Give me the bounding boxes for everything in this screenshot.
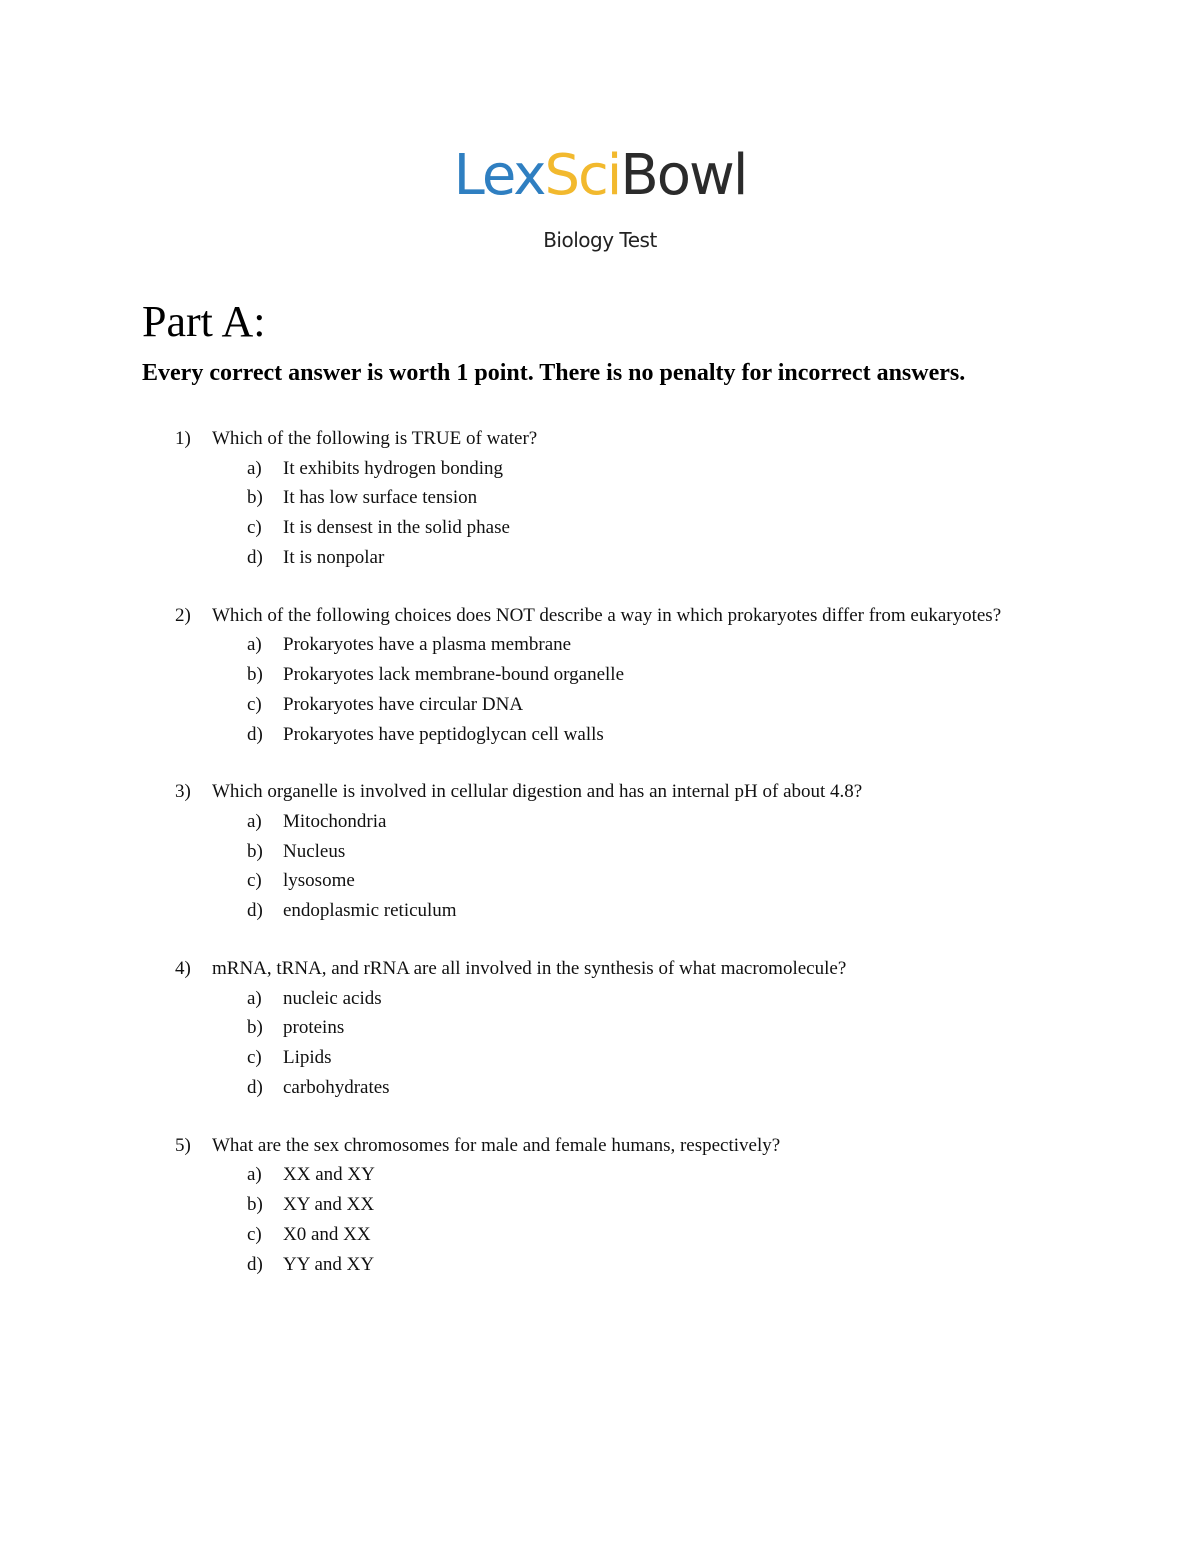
answer-option (0, 1220, 1200, 1250)
option-text: nucleic acids (283, 987, 382, 1009)
question-stem (0, 601, 1200, 631)
question-number: 1) (175, 428, 191, 449)
answer-option (0, 513, 1200, 543)
answer-option (0, 1073, 1200, 1103)
logo-bowl: Bowl (620, 143, 747, 208)
scoring-instructions: Every correct answer is worth 1 point. There is no penalty for incorrect answers. (142, 360, 966, 386)
question-stem (0, 1131, 1200, 1161)
option-text: Prokaryotes lack membrane-bound organelle (283, 663, 625, 685)
option-text: proteins (283, 1017, 345, 1039)
option-text: Prokaryotes have peptidoglycan cell walls (283, 723, 604, 745)
option-text: Mitochondria (283, 810, 387, 832)
question-text: Which of the following is TRUE of water? (212, 428, 538, 449)
answer-option (0, 720, 1200, 750)
option-text: YY and XY (283, 1253, 375, 1275)
question-number: 3) (175, 781, 191, 803)
answer-option (0, 690, 1200, 720)
option-text: X0 and XX (283, 1223, 371, 1245)
option-letter: c) (247, 517, 262, 539)
question-item (0, 424, 1200, 573)
question-stem (0, 777, 1200, 807)
answer-option (0, 454, 1200, 484)
document-subtitle: Biology Test (543, 228, 657, 252)
question-text: mRNA, tRNA, and rRNA are all involved in the synthesis of what macromolecule? (212, 958, 847, 980)
option-letter: c) (247, 1047, 262, 1069)
option-letter: d) (247, 900, 263, 922)
option-text: Prokaryotes have circular DNA (283, 693, 524, 715)
question-item (0, 601, 1200, 750)
option-letter: c) (247, 1223, 262, 1245)
option-letter: d) (247, 1253, 263, 1275)
question-text: Which of the following choices does NOT describe a way in which prokaryotes differ from eukaryotes? (212, 604, 1002, 626)
option-letter: c) (247, 693, 262, 715)
answer-option (0, 984, 1200, 1014)
question-number: 4) (175, 958, 191, 980)
option-letter: d) (247, 1076, 263, 1098)
answer-option (0, 1013, 1200, 1043)
question-text: Which organelle is involved in cellular digestion and has an internal pH of about 4.8? (212, 781, 863, 803)
option-letter: a) (247, 634, 262, 656)
answer-option (0, 1160, 1200, 1190)
answer-option (0, 1190, 1200, 1220)
option-letter: b) (247, 840, 263, 862)
option-text: Lipids (283, 1047, 332, 1069)
answer-option (0, 896, 1200, 926)
option-text: lysosome (283, 870, 355, 892)
answer-option (0, 1043, 1200, 1073)
option-letter: b) (247, 1194, 263, 1216)
option-letter: a) (247, 810, 262, 832)
question-item (0, 1131, 1200, 1280)
answer-option (0, 543, 1200, 573)
option-text: It has low surface tension (283, 487, 478, 509)
question-item (0, 777, 1200, 926)
question-stem (0, 424, 1200, 454)
lexscibowl-logo (0, 140, 1200, 212)
option-text: It is nonpolar (283, 546, 385, 568)
option-letter: a) (247, 987, 262, 1009)
option-text: XY and XX (283, 1194, 375, 1216)
logo-lex: Lex (453, 143, 545, 208)
option-text: Prokaryotes have a plasma membrane (283, 634, 572, 656)
answer-option (0, 1250, 1200, 1280)
option-letter: d) (247, 546, 263, 568)
answer-option (0, 866, 1200, 896)
answer-option (0, 483, 1200, 513)
question-text: What are the sex chromosomes for male and female humans, respectively? (212, 1134, 781, 1156)
option-text: XX and XY (283, 1164, 375, 1186)
option-letter: a) (247, 457, 262, 479)
option-letter: c) (247, 870, 262, 892)
option-letter: d) (247, 723, 263, 745)
answer-option (0, 837, 1200, 867)
option-letter: b) (247, 663, 263, 685)
answer-option (0, 630, 1200, 660)
question-stem (0, 954, 1200, 984)
question-number: 5) (175, 1134, 191, 1156)
option-text: endoplasmic reticulum (283, 900, 457, 922)
option-text: It is densest in the solid phase (283, 517, 510, 539)
option-text: It exhibits hydrogen bonding (283, 457, 504, 479)
option-text: Nucleus (283, 840, 346, 862)
logo-sci: Sci (544, 143, 621, 208)
option-letter: b) (247, 487, 263, 509)
part-heading: Part A: (142, 297, 266, 346)
question-number: 2) (175, 604, 191, 626)
option-letter: b) (247, 1017, 263, 1039)
answer-option (0, 807, 1200, 837)
option-text: carbohydrates (283, 1076, 390, 1098)
question-list (0, 424, 1200, 1307)
answer-option (0, 660, 1200, 690)
question-item (0, 954, 1200, 1103)
option-letter: a) (247, 1164, 262, 1186)
